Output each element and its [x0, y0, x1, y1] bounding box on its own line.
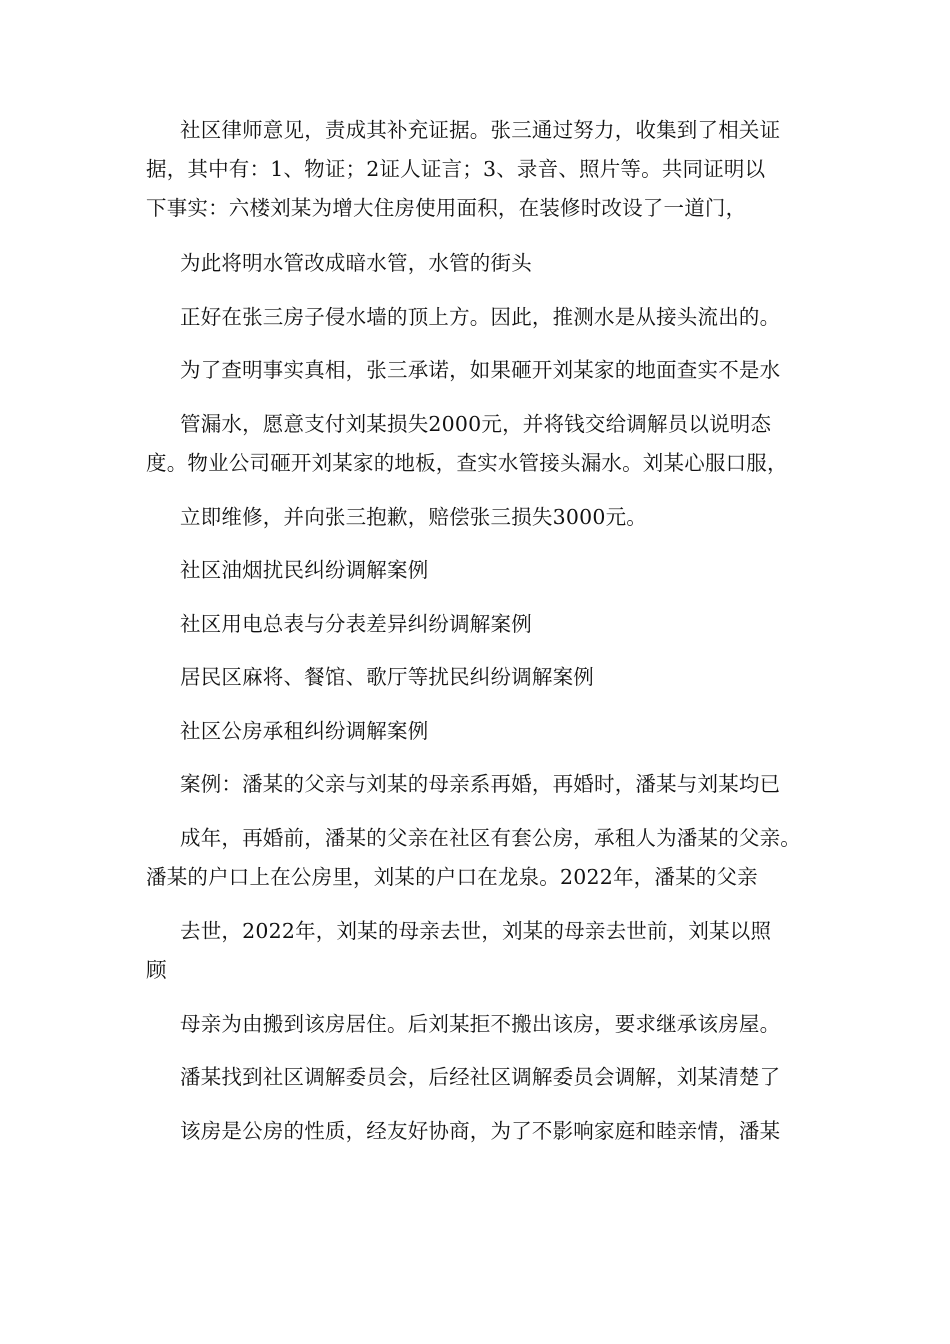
paragraph-line: 案例：潘某的父亲与刘某的母亲系再婚，再婚时，潘某与刘某均已 — [180, 772, 781, 796]
paragraph-line: 度。物业公司砸开刘某家的地板，查实水管接头漏水。刘某心服口服， — [146, 451, 788, 475]
paragraph-line: 潘某找到社区调解委员会，后经社区调解委员会调解，刘某清楚了 — [180, 1065, 781, 1089]
paragraph-line: 据，其中有：1、物证；2证人证言；3、录音、照片等。共同证明以 — [146, 157, 766, 181]
paragraph-line: 正好在张三房子侵水墙的顶上方。因此，推测水是从接头流出的。 — [180, 305, 781, 329]
paragraph-line: 母亲为由搬到该房居住。后刘某拒不搬出该房，要求继承该房屋。 — [180, 1012, 781, 1036]
section-heading: 社区公房承租纠纷调解案例 — [180, 719, 429, 743]
paragraph-line: 去世，2022年，刘某的母亲去世，刘某的母亲去世前，刘某以照 — [180, 919, 772, 943]
paragraph-line: 顾 — [146, 958, 167, 982]
paragraph-line: 管漏水，愿意支付刘某损失2000元，并将钱交给调解员以说明态 — [180, 412, 772, 436]
paragraph-line: 为了查明事实真相，张三承诺，如果砸开刘某家的地面查实不是水 — [180, 358, 781, 382]
paragraph-line: 为此将明水管改成暗水管，水管的街头 — [180, 251, 532, 275]
paragraph-line: 该房是公房的性质，经友好协商，为了不影响家庭和睦亲情，潘某 — [180, 1119, 781, 1143]
section-heading: 社区油烟扰民纠纷调解案例 — [180, 558, 429, 582]
section-heading: 社区用电总表与分表差异纠纷调解案例 — [180, 612, 532, 636]
paragraph-line: 潘某的户口上在公房里，刘某的户口在龙泉。2022年，潘某的父亲 — [146, 865, 758, 889]
paragraph-line: 立即维修，并向张三抱歉，赔偿张三损失3000元。 — [180, 505, 647, 529]
paragraph-line: 社区律师意见，责成其补充证据。张三通过努力，收集到了相关证 — [180, 118, 781, 142]
paragraph-line: 下事实：六楼刘某为增大住房使用面积，在装修时改设了一道门， — [146, 196, 747, 220]
paragraph-line: 成年，再婚前，潘某的父亲在社区有套公房，承租人为潘某的父亲。 — [180, 826, 801, 850]
section-heading: 居民区麻将、餐馆、歌厅等扰民纠纷调解案例 — [180, 665, 594, 689]
